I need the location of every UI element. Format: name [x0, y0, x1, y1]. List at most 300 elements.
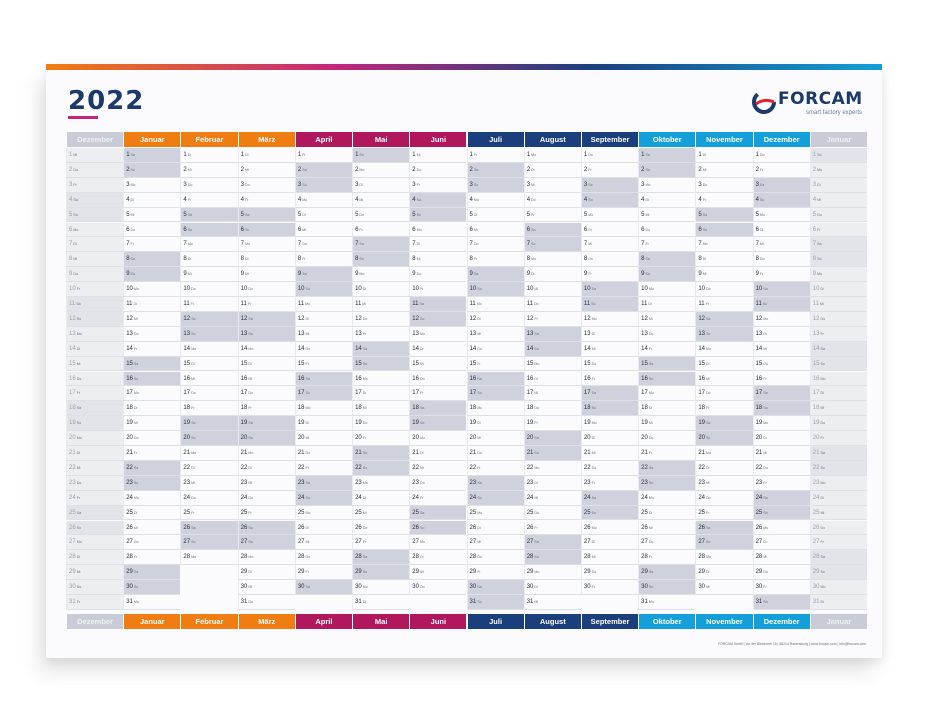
day-number: 21Mo	[698, 450, 712, 456]
weekday-label: Di	[759, 227, 764, 232]
day-cell	[753, 208, 810, 223]
day-number: 19Mi	[641, 420, 653, 427]
weekday-label: Fr	[588, 167, 592, 172]
day-number: 11Fr	[240, 301, 252, 307]
day-number: 5Mo	[583, 211, 594, 218]
day-number: 26Mo	[755, 524, 769, 531]
day-cell	[638, 416, 695, 431]
day-cell	[66, 223, 123, 238]
day-cell	[66, 178, 123, 193]
day-cell	[467, 372, 524, 387]
day-cell	[180, 163, 237, 178]
weekday-label: Fr	[648, 451, 653, 455]
weekday-label: Mo	[648, 495, 654, 500]
day-number: 3Sa	[755, 181, 765, 188]
day-cell	[695, 312, 752, 327]
weekday-label: Do	[648, 436, 654, 441]
weekday-label: Sa	[133, 570, 139, 575]
day-cell	[295, 163, 352, 178]
day-number: 20Fr	[355, 435, 367, 442]
day-cell	[352, 491, 409, 506]
weekday-label: Sa	[419, 406, 425, 411]
day-number: 26Di	[297, 524, 309, 531]
day-number: 28Fr	[126, 554, 138, 561]
day-number: 29So	[355, 569, 368, 576]
day-number: 13Mi	[469, 330, 481, 337]
day-cell	[123, 446, 180, 461]
day-cell	[467, 237, 524, 252]
day-number: 30Do	[412, 584, 425, 591]
day-cell	[123, 327, 180, 342]
day-number: 29Do	[583, 569, 597, 576]
day-number: 19Di	[297, 420, 309, 427]
day-cell	[238, 521, 295, 536]
day-cell	[180, 178, 237, 193]
weekday-label: Mi	[130, 212, 135, 217]
weekday-label: Do	[187, 182, 193, 187]
day-number: 20Mo	[412, 435, 425, 442]
day-number: 28Mi	[583, 554, 596, 561]
day-number: 24So	[469, 494, 482, 501]
day-number: 14Mo	[183, 345, 197, 352]
day-number: 25Di	[126, 509, 138, 516]
weekday-label: Mo	[191, 451, 197, 455]
day-number: 18Sa	[69, 405, 82, 412]
day-cell	[352, 148, 409, 163]
day-cell	[409, 461, 466, 476]
weekday-label: Fr	[473, 153, 478, 157]
weekday-label: Sa	[362, 451, 368, 455]
day-number: 11Do	[526, 301, 539, 307]
day-cell	[638, 401, 695, 416]
day-number: 9So	[126, 271, 135, 278]
day-number: 10Di	[355, 286, 367, 293]
weekday-label: Do	[820, 525, 826, 530]
day-number: 5Di	[469, 211, 478, 218]
day-cell	[123, 208, 180, 223]
weekday-label: So	[531, 242, 536, 247]
day-cell	[295, 401, 352, 416]
day-cell	[238, 372, 295, 387]
weekday-label: Mi	[820, 406, 825, 411]
day-cell	[638, 208, 695, 223]
day-cell	[66, 461, 123, 476]
weekday-label: Mi	[534, 287, 539, 292]
weekday-label: Mi	[648, 421, 653, 426]
day-cell	[295, 535, 352, 550]
day-cell	[295, 282, 352, 297]
weekday-label: Sa	[133, 465, 139, 470]
day-cell	[123, 267, 180, 282]
day-cell	[123, 148, 180, 163]
weekday-label: Mi	[645, 212, 650, 217]
day-number: 15Mo	[526, 360, 540, 367]
day-number: 12Do	[812, 315, 826, 322]
day-cell	[352, 580, 409, 595]
day-number: 2Di	[526, 166, 535, 173]
day-number: 15Do	[583, 360, 597, 367]
day-number: 2Mi	[240, 166, 249, 173]
day-cell	[409, 521, 466, 536]
day-number: 24Sa	[583, 494, 597, 501]
day-number: 7Fr	[126, 241, 134, 248]
day-number: 4Mi	[812, 196, 821, 203]
day-number: 31Mo	[641, 599, 654, 605]
day-cell	[638, 163, 695, 178]
day-cell	[180, 297, 237, 312]
day-cell	[695, 163, 752, 178]
day-number: 6So	[183, 226, 193, 233]
day-cell	[352, 193, 409, 208]
day-cell	[638, 491, 695, 506]
weekday-label: Di	[820, 391, 824, 396]
weekday-label: So	[362, 361, 368, 366]
weekday-label: Fr	[244, 197, 249, 202]
weekday-label: Do	[477, 451, 482, 455]
day-cell	[581, 223, 638, 238]
day-number: 4Sa	[69, 196, 78, 203]
day-number: 17Sa	[583, 390, 597, 397]
forcam-logo-icon	[752, 90, 776, 114]
day-number: 16Sa	[297, 375, 310, 382]
day-cell	[238, 416, 295, 431]
month-header-bottom-6: Juni	[409, 614, 466, 629]
day-cell	[810, 565, 867, 580]
day-cell	[295, 223, 352, 238]
weekday-label: Di	[362, 391, 367, 396]
weekday-label: Fr	[534, 421, 538, 426]
day-cell	[66, 282, 123, 297]
day-cell	[409, 178, 466, 193]
weekday-label: Mo	[248, 451, 254, 455]
day-cell	[638, 357, 695, 372]
weekday-label: Fr	[302, 257, 306, 262]
weekday-label: Do	[191, 287, 196, 292]
weekday-label: So	[763, 406, 768, 411]
weekday-label: Mi	[187, 272, 192, 277]
weekday-label: Mo	[130, 182, 136, 187]
weekday-label: Di	[76, 346, 81, 351]
day-cell	[123, 193, 180, 208]
weekday-label: So	[305, 495, 310, 500]
weekday-label: So	[305, 287, 310, 292]
day-cell	[524, 416, 581, 431]
weekday-label: Di	[305, 421, 309, 426]
day-cell	[409, 491, 466, 506]
day-number: 13Sa	[526, 330, 539, 337]
weekday-label: Mi	[531, 182, 535, 187]
day-cell	[810, 163, 867, 178]
day-cell	[581, 148, 638, 163]
day-number: 3Mo	[126, 181, 136, 188]
day-cell	[581, 535, 638, 550]
day-number: 20Fr	[812, 435, 824, 442]
weekday-label: So	[419, 421, 425, 426]
weekday-label: Mi	[534, 391, 539, 396]
day-number: 27So	[240, 539, 253, 546]
weekday-label: Di	[76, 451, 81, 455]
day-number: 6So	[240, 226, 250, 233]
weekday-label: Di	[133, 406, 138, 411]
day-number: 22Sa	[641, 464, 654, 471]
day-number: 26Mi	[126, 524, 138, 531]
day-cell	[409, 223, 466, 238]
weekday-label: So	[419, 525, 425, 530]
weekday-label: Mo	[419, 436, 425, 441]
day-cell	[66, 401, 123, 416]
weekday-label: Do	[248, 495, 253, 500]
day-number: 10Mo	[126, 286, 139, 293]
day-number: 17Di	[812, 390, 824, 397]
weekday-label: Mo	[187, 242, 193, 247]
weekday-label: Di	[763, 540, 767, 545]
day-cell	[695, 521, 752, 536]
day-number: 28Do	[297, 554, 311, 561]
day-number: 24Mo	[126, 494, 139, 501]
month-header-bottom-1: Januar	[123, 614, 180, 629]
weekday-label: Mi	[706, 376, 710, 381]
weekday-label: Fr	[591, 480, 596, 485]
weekday-label: Mo	[476, 302, 482, 306]
day-cell	[695, 342, 752, 357]
weekday-label: Fr	[820, 331, 824, 336]
weekday-label: Fr	[645, 242, 649, 247]
day-cell	[352, 342, 409, 357]
day-number: 18So	[755, 405, 768, 412]
day-number: 19Fr	[526, 420, 538, 427]
weekday-label: So	[248, 331, 253, 336]
footer-address: FORCAM GmbH | An der Bleicherei 15 | 88214 Ravensburg | www.forcam.com | info@forcam.com	[718, 642, 866, 646]
day-cell	[524, 386, 581, 401]
day-cell	[409, 297, 466, 312]
weekday-label: Do	[477, 555, 482, 560]
day-number: 13Mo	[412, 330, 425, 337]
day-number: 5Mi	[641, 211, 650, 218]
weekday-label: Fr	[133, 451, 138, 455]
weekday-label: Fr	[702, 197, 707, 202]
day-cell	[238, 595, 295, 610]
day-cell	[180, 342, 237, 357]
day-cell	[409, 550, 466, 565]
day-cell	[409, 446, 466, 461]
day-cell	[295, 565, 352, 580]
weekday-label: Fr	[416, 182, 421, 187]
weekday-label: Sa	[820, 346, 825, 351]
day-number: 27So	[183, 539, 196, 546]
weekday-label: Do	[763, 361, 768, 366]
day-cell	[524, 461, 581, 476]
day-cell	[467, 208, 524, 223]
day-cell	[66, 312, 123, 327]
weekday-label: Sa	[302, 167, 307, 172]
weekday-label: Do	[645, 227, 651, 232]
day-number: 27Di	[583, 539, 596, 546]
year-underline	[68, 116, 98, 119]
day-cell	[352, 401, 409, 416]
day-number: 16Mi	[183, 375, 195, 382]
weekday-label: Di	[130, 197, 134, 202]
weekday-label: Mo	[820, 376, 826, 381]
day-number: 3So	[469, 181, 479, 188]
day-cell	[810, 416, 867, 431]
weekday-label: Mo	[763, 316, 769, 321]
day-number: 5Sa	[183, 211, 193, 218]
day-number: 28Sa	[812, 554, 825, 561]
day-cell	[467, 461, 524, 476]
day-number: 10Do	[698, 286, 711, 293]
day-cell	[524, 282, 581, 297]
day-number: 21Mi	[755, 450, 768, 456]
weekday-label: So	[706, 331, 711, 336]
day-cell	[638, 580, 695, 595]
day-cell	[123, 461, 180, 476]
day-number: 16Fr	[583, 375, 596, 382]
weekday-label: Di	[820, 600, 824, 604]
month-header-top-9: September	[581, 132, 638, 147]
weekday-label: Fr	[763, 585, 767, 590]
day-number: 20Di	[583, 435, 596, 442]
day-cell	[581, 372, 638, 387]
day-cell	[581, 506, 638, 521]
day-cell	[467, 580, 524, 595]
day-cell	[695, 491, 752, 506]
day-cell	[409, 476, 466, 491]
day-number: 3Do	[183, 181, 193, 188]
weekday-label: Di	[305, 316, 309, 321]
day-cell	[295, 431, 352, 446]
day-cell	[66, 535, 123, 550]
day-cell	[180, 535, 237, 550]
weekday-label: Mo	[534, 570, 540, 575]
weekday-label: So	[588, 197, 593, 202]
day-number: 5So	[69, 211, 78, 218]
day-cell	[753, 595, 810, 610]
day-number: 24Di	[812, 494, 824, 501]
day-number: 21Di	[412, 450, 424, 456]
day-cell	[123, 565, 180, 580]
day-cell	[66, 193, 123, 208]
day-number: 13Fr	[812, 330, 824, 337]
weekday-label: Di	[702, 153, 707, 157]
day-cell	[524, 476, 581, 491]
day-number: 10Di	[812, 286, 824, 293]
day-cell	[753, 491, 810, 506]
day-number: 4Fr	[698, 196, 707, 203]
day-cell	[581, 386, 638, 401]
day-cell	[810, 282, 867, 297]
day-number: 6Mi	[297, 226, 306, 233]
day-number: 27Mi	[469, 539, 481, 546]
weekday-label: So	[473, 182, 479, 187]
day-number: 7Mi	[583, 241, 593, 248]
weekday-label: Di	[817, 182, 821, 187]
day-number: 6Do	[641, 226, 651, 233]
day-number: 9Mi	[698, 271, 707, 278]
weekday-label: Do	[477, 346, 482, 351]
weekday-label: Di	[706, 570, 710, 575]
day-cell	[180, 223, 237, 238]
day-number: 21Do	[297, 450, 311, 456]
day-number: 8So	[812, 256, 822, 263]
weekday-label: Mo	[248, 346, 254, 351]
weekday-label: Mo	[534, 465, 540, 470]
weekday-label: Di	[248, 570, 252, 575]
day-number: 10Sa	[583, 286, 597, 293]
day-number: 30Fr	[583, 584, 596, 591]
day-cell	[180, 550, 237, 565]
day-cell	[753, 372, 810, 387]
weekday-label: Sa	[130, 257, 135, 262]
day-number: 19Sa	[183, 420, 196, 427]
weekday-label: So	[191, 540, 196, 545]
day-number: 2Fr	[583, 166, 592, 173]
day-cell	[524, 163, 581, 178]
day-cell	[753, 342, 810, 357]
weekday-label: Mo	[133, 391, 139, 396]
day-cell	[352, 461, 409, 476]
weekday-label: Di	[362, 600, 367, 604]
day-number: 31Do	[240, 599, 253, 605]
day-number: 28Mo	[240, 554, 254, 561]
day-cell	[295, 357, 352, 372]
day-number: 31Di	[812, 599, 824, 605]
day-number: 25Mo	[297, 509, 311, 516]
day-number: 22Mi	[69, 464, 81, 471]
weekday-label: So	[645, 272, 650, 277]
day-cell	[467, 163, 524, 178]
day-cell	[66, 491, 123, 506]
weekday-label: Mo	[302, 197, 308, 202]
weekday-label: Mi	[133, 525, 138, 530]
day-number: 9Mi	[183, 271, 192, 278]
weekday-label: Mi	[477, 436, 481, 441]
weekday-label: So	[820, 570, 825, 575]
day-number: 20Do	[126, 435, 139, 442]
day-cell	[352, 357, 409, 372]
day-number: 11So	[583, 301, 596, 307]
day-number: 22Mo	[526, 464, 540, 471]
weekday-label: Sa	[588, 182, 593, 187]
day-number: 23So	[126, 479, 139, 486]
day-cell	[581, 327, 638, 342]
weekday-label: Fr	[130, 242, 134, 247]
day-number: 8Mo	[526, 256, 537, 263]
weekday-label: Sa	[477, 585, 482, 590]
weekday-label: Mo	[648, 391, 654, 396]
day-cell	[123, 506, 180, 521]
weekday-label: Do	[305, 555, 311, 560]
weekday-label: So	[817, 153, 822, 157]
day-cell	[638, 237, 695, 252]
weekday-label: Mo	[305, 302, 311, 306]
day-cell	[581, 312, 638, 327]
day-cell	[180, 416, 237, 431]
day-number: 30So	[126, 584, 139, 591]
day-cell	[123, 342, 180, 357]
day-cell	[581, 357, 638, 372]
weekday-label: Mo	[305, 406, 311, 411]
day-number: 23Sa	[469, 479, 482, 486]
weekday-label: Mo	[817, 167, 823, 172]
day-cell	[695, 580, 752, 595]
day-cell	[66, 357, 123, 372]
day-number: 30Mi	[240, 584, 253, 591]
day-cell	[352, 595, 409, 610]
day-cell	[180, 312, 237, 327]
day-cell	[123, 178, 180, 193]
weekday-label: Mi	[702, 272, 707, 277]
day-cell	[352, 535, 409, 550]
